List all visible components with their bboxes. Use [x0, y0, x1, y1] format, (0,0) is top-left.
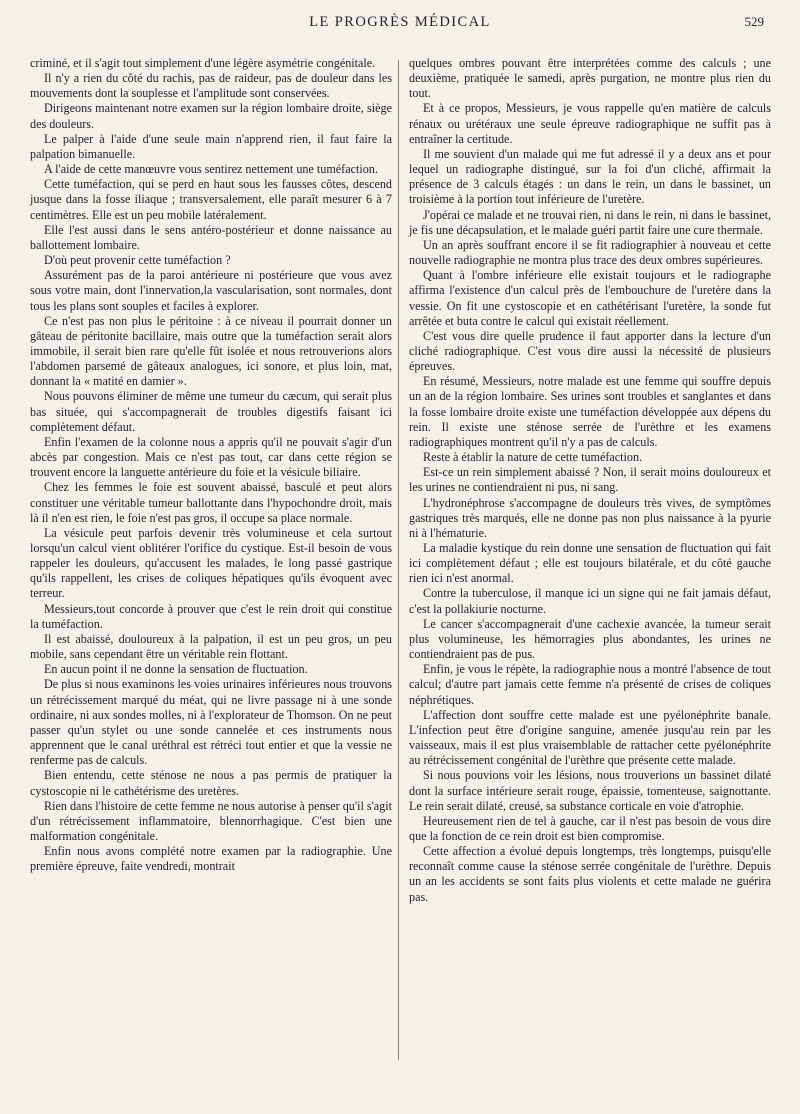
paragraph: Enfin nous avons complété notre examen par la radiographie. Une première épreuve, faite vendredi, montrait	[30, 844, 392, 874]
paragraph: Enfin l'examen de la colonne nous a appris qu'il ne pouvait s'agir d'un abcès par congestion. Mais ce n'est pas tout, car dans cette région se trouvent encore la languette antérieure du foie et la vésicule biliaire.	[30, 434, 392, 480]
left-column	[30, 56, 392, 874]
paragraph: Chez les femmes le foie est souvent abaissé, basculé et peut alors constituer une véritable tumeur ballottante dans l'hypochondre droit, mais là il n'en est rien, le foie n'est pas gros, il occupe sa place normale.	[30, 480, 392, 525]
paragraph: Dirigeons maintenant notre examen sur la région lombaire droite, siège des douleurs.	[30, 101, 392, 131]
paragraph: Il n'y a rien du côté du rachis, pas de raideur, pas de douleur dans les mouvements dont la souplesse et l'amplitude sont conservées.	[30, 71, 392, 101]
paragraph: Si nous pouvions voir les lésions, nous trouverions un bassinet dilaté dont la surface intérieure serait rouge, épaissie, tomenteuse, saignottante. Le rein serait dilaté, creusé, sa substance corticale en voie d'atrophie.	[409, 768, 771, 813]
paragraph: Elle l'est aussi dans le sens antéro-postérieur et donne naissance au ballottement lombaire.	[30, 222, 392, 252]
right-column	[409, 56, 771, 905]
running-title: LE PROGRÈS MÉDICAL	[309, 14, 491, 30]
paragraph: Est-ce un rein simplement abaissé ? Non, il serait moins douloureux et les urines ne contiendraient ni pus, ni sang.	[409, 465, 771, 495]
paragraph: L'hydronéphrose s'accompagne de douleurs très vives, de symptômes gastriques très marqués, elle ne donne pas non plus naissance à la pyurie ni à l'hématurie.	[409, 495, 771, 540]
paragraph: Cette tuméfaction, qui se perd en haut sous les fausses côtes, descend jusque dans la fosse iliaque ; transversalement, elle paraît mesurer 6 à 7 centimètres. Elle est un peu mobile latéralement.	[30, 177, 392, 222]
paragraph: Reste à établir la nature de cette tuméfaction.	[423, 450, 643, 465]
paragraph: Cette affection a évolué depuis longtemps, très longtemps, puisqu'elle reconnaît comme cause la sténose serrée congénitale de l'urèthre. Depuis un an les accidents se sont faits plus violents et cette malade ne guérira pas.	[409, 844, 771, 904]
paragraph: Nous pouvons éliminer de même une tumeur du cæcum, qui serait plus bas située, qui s'accompagnerait de troubles digestifs faisant ici complètement défaut.	[30, 389, 392, 434]
paragraph: Quant à l'ombre inférieure elle existait toujours et le radiographe affirma l'existence d'un calcul près de l'embouchure de l'uretère dans la vessie. On fit une cystoscopie et en cathétérisant l'uretère, la sonde fut arrêtée et buta contre le calcul qui existait réellement.	[409, 268, 771, 328]
paragraph: Rien dans l'histoire de cette femme ne nous autorise à penser qu'il s'agit d'un rétrécissement inflammatoire, blennorrhagique. C'est bien une malformation congénitale.	[30, 798, 392, 843]
paragraph: Le cancer s'accompagnerait d'une cachexie avancée, la tumeur serait plus volumineuse, les hémorragies plus abondantes, les urines ne contiendraient pas de pus.	[409, 616, 771, 662]
paragraph: J'opérai ce malade et ne trouvai rien, ni dans le rein, ni dans le bassinet, je fis une décapsulation, et le malade guéri partit faire une cure thermale.	[409, 207, 771, 237]
paragraph: C'est vous dire quelle prudence il faut apporter dans la lecture d'un cliché radiographique. C'est vous dire aussi la nécessité de plusieurs épreuves.	[409, 328, 771, 374]
paragraph: La maladie kystique du rein donne une sensation de fluctuation qui fait ici complètement défaut ; elle est toujours bilatérale, et du côté gauche rien ici n'est anormal.	[409, 541, 771, 586]
paragraph: Il me souvient d'un malade qui me fut adressé il y a deux ans et pour lequel un radiographe distingué, sur la foi d'un cliché, affirmait la présence de 3 calculs étagés : un dans le rein, un dans le bassinet, un troisième à la portion tout inférieure de l'uretère.	[409, 146, 771, 207]
paragraph: En résumé, Messieurs, notre malade est une femme qui souffre depuis un an de la région lombaire. Ses urines sont troubles et sanglantes et dans la fosse lombaire droite existe une tuméfaction développée aux dépens du rein. Il existe une sténose serrée de l'urèthre et les examens radiographiques montrent qu'il n'y a pas de calculs.	[409, 374, 771, 449]
paragraph: Et à ce propos, Messieurs, je vous rappelle qu'en matière de calculs rénaux ou urétéraux une seule épreuve radiographique ne suffit pas à entraîner la certitude.	[409, 101, 771, 146]
paragraph: Ce n'est pas non plus le péritoine : à ce niveau il pourrait donner un gâteau de péritonite bacillaire, mais outre que la tuméfaction serait alors immobile, il serait bien rare qu'elle fût isolée et nous retrouverions alors l'abdomen parsemé de gâteaux analogues, ici sonore, et plus loin, mat, donnant la « matité en damier ».	[30, 313, 392, 389]
paragraph: La vésicule peut parfois devenir très volumineuse et cela surtout lorsqu'un calcul vient oblitérer l'orifice du cystique. Est-il besoin de vous rappeler les douleurs, qu'accusent les malades, le long passé gastrique qu'ils rappellent, les crises de coliques hépatiques qu'ils évoquent avec terreur.	[30, 525, 392, 601]
paragraph: En aucun point il ne donne la sensation de fluctuation.	[44, 662, 308, 677]
paragraph: Messieurs,tout concorde à prouver que c'est le rein droit qui constitue la tuméfaction.	[30, 601, 392, 631]
paragraph: Un an après souffrant encore il se fit radiographier à nouveau et cette nouvelle radiographie ne montra plus trace des deux ombres supérieures.	[409, 237, 771, 268]
paragraph: Le palper à l'aide d'une seule main n'apprend rien, il faut faire la palpation bimanuelle.	[30, 131, 392, 161]
paragraph: Il est abaissé, douloureux à la palpation, il est un peu gros, un peu mobile, sans cependant être un véritable rein flottant.	[30, 631, 392, 662]
paragraph: Bien entendu, cette sténose ne nous a pas permis de pratiquer la cystoscopie ni le cathétérisme des uretères.	[30, 768, 392, 798]
paragraph: criminé, et il s'agit tout simplement d'une légère asymétrie congénitale.	[30, 56, 376, 70]
paragraph: Heureusement rien de tel à gauche, car il n'est pas besoin de vous dire que la fonction de ce rein droit est bien compromise.	[409, 813, 771, 843]
paragraph: D'où peut provenir cette tuméfaction ?	[44, 253, 231, 268]
paragraph: L'affection dont souffre cette malade est une pyélonéphrite banale. L'infection peut être d'origine sanguine, amenée jusqu'au rein par les vaisseaux, mais il est plus vraisemblable de rattacher cette pyélonéphrite au rétrécissement congénital de l'urèthre que présente cette malade.	[409, 707, 771, 768]
page-number: 529	[744, 14, 764, 29]
page-header	[0, 14, 800, 38]
paragraph: quelques ombres pouvant être interprétées comme des calculs ; une deuxième, pratiquée le samedi, après purgation, ne montre plus rien du tout.	[409, 56, 771, 101]
paragraph: Enfin, je vous le répète, la radiographie nous a montré l'absence de tout calcul; d'autre part jamais cette femme n'a présenté de crises de coliques néphrétiques.	[409, 662, 771, 707]
column-divider	[398, 60, 399, 1060]
paragraph: Contre la tuberculose, il manque ici un signe qui ne fait jamais défaut, c'est la pollakiurie nocturne.	[409, 586, 771, 616]
paragraph: Assurément pas de la paroi antérieure ni postérieure que vous avez sous votre main, dont l'innervation,la vascularisation, sont normales, dont tous les plans sont souples et faciles à explorer.	[30, 268, 392, 313]
paragraph: De plus si nous examinons les voies urinaires inférieures nous trouvons un rétrécissement marqué du méat, qui ne livre passage ni à une sonde ordinaire, ni aux sondes molles, ni à l'explorateur de Thomson. On ne peut passer qu'un stylet ou une sonde cannelée et ces instruments nous apprennent que le canal uréthral est rétréci tout entier et que la vessie ne renferme pas de calculs.	[30, 677, 392, 768]
paragraph: A l'aide de cette manœuvre vous sentirez nettement une tuméfaction.	[44, 162, 378, 177]
